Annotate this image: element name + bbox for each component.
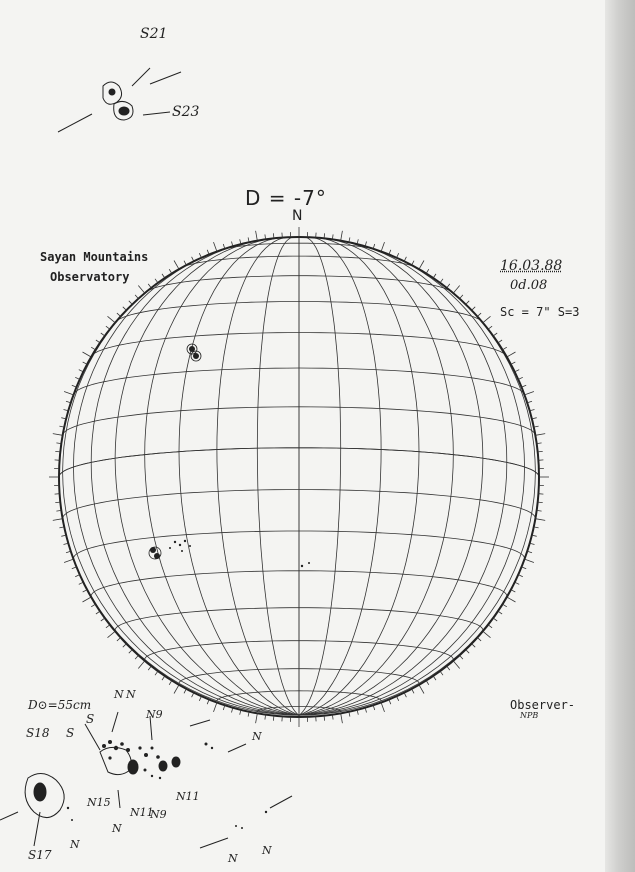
limb-tick [419, 261, 424, 270]
grid-line [257, 237, 299, 715]
grid-line [299, 240, 483, 715]
spot-label-s: S [66, 726, 75, 740]
limb-tick [138, 286, 144, 294]
spot-label-n: N [252, 730, 262, 743]
limb-tick [419, 685, 424, 694]
limb-tick [64, 559, 73, 562]
spot-label-n15: N15 [87, 796, 111, 809]
spot-group-center [301, 562, 310, 567]
detail-sketch-lower-dots [67, 740, 267, 829]
limb-tick [324, 233, 325, 238]
limb-tick [460, 655, 463, 659]
limb-tick [53, 519, 63, 521]
limb-tick [535, 434, 545, 436]
observation-date: 16.03.88 [500, 258, 563, 274]
limb-tick [493, 333, 497, 336]
limb-tick [498, 340, 502, 343]
limb-tick [493, 618, 497, 621]
observation-time: 0d.08 [510, 278, 548, 293]
limb-tick [488, 326, 492, 329]
limb-tick [503, 604, 507, 607]
limb-tick [433, 274, 436, 278]
limb-tick [498, 611, 502, 614]
limb-tick [155, 279, 158, 283]
grid-line [179, 238, 299, 715]
limb-tick [535, 519, 545, 521]
limb-tick [518, 575, 523, 577]
limb-tick [79, 582, 84, 584]
limb-tick [96, 611, 100, 614]
limb-tick [466, 650, 470, 654]
limb-tick [381, 703, 384, 712]
spot-label-n: N [114, 688, 124, 701]
heliographic-grid [59, 237, 539, 717]
limb-tick [135, 655, 138, 659]
limb-tick [192, 693, 194, 698]
limb-tick [404, 693, 406, 698]
limb-tick [83, 362, 87, 364]
limb-tick [148, 284, 151, 288]
limb-tick [256, 713, 258, 723]
limb-tick [412, 689, 414, 693]
limb-tick [199, 253, 201, 258]
limb-tick [538, 451, 543, 452]
limb-tick [91, 347, 95, 350]
limb-tick [83, 590, 87, 592]
limb-tick [341, 231, 343, 241]
limb-tick [117, 313, 121, 316]
limb-tick [199, 696, 201, 701]
limb-tick [53, 434, 63, 436]
spot-label-s: S [86, 712, 95, 726]
spot-label-s23: S23 [172, 104, 200, 120]
disk-diameter: D⊙=55cm [28, 698, 92, 712]
grid-line [299, 251, 525, 715]
limb-tick [273, 716, 274, 721]
limb-tick [83, 597, 92, 602]
spot-label-n11: N11 [176, 790, 200, 803]
spot-label-n: N [126, 688, 136, 701]
observer-label: Observer- [510, 698, 576, 712]
limb-tick [108, 631, 116, 637]
limb-tick [135, 295, 138, 299]
spot-label-n9: N9 [146, 708, 163, 721]
spot-label-s17: S17 [28, 848, 52, 862]
grid-line [299, 237, 341, 715]
limb-tick [503, 347, 507, 350]
limb-tick [447, 284, 450, 288]
limb-tick [184, 261, 186, 265]
limb-tick [426, 681, 429, 685]
limb-tick [106, 625, 110, 628]
limb-tick [138, 661, 144, 669]
limb-tick [55, 502, 60, 503]
limb-tick [129, 650, 133, 654]
limb-tick [123, 644, 127, 648]
limb-tick [472, 307, 476, 311]
limb-tick [184, 689, 186, 693]
limb-tick [79, 370, 84, 372]
limb-tick [525, 392, 534, 395]
limb-tick [155, 671, 158, 675]
limb-tick [214, 703, 217, 712]
limb-tick [397, 253, 399, 258]
limb-tick [192, 257, 194, 262]
spot-label-s21: S21 [140, 26, 168, 42]
limb-tick [341, 713, 343, 723]
limb-tick [397, 696, 399, 701]
limb-tick [477, 313, 481, 316]
limb-tick [162, 274, 165, 278]
limb-tick [453, 661, 459, 669]
limb-tick [273, 233, 274, 238]
limb-tick [483, 631, 491, 637]
limb-tick [472, 644, 476, 648]
limb-tick [64, 392, 73, 395]
limb-tick [515, 582, 520, 584]
limb-tick [511, 362, 515, 364]
spot-label-n9: N9 [150, 808, 167, 821]
limb-tick [477, 638, 481, 641]
limb-tick [162, 676, 165, 680]
limb-tick [174, 261, 179, 270]
limb-tick [169, 269, 172, 273]
observatory-name-line2: Observatory [50, 270, 130, 284]
spot-label-n: N [262, 844, 272, 857]
limb-tick [453, 286, 459, 294]
limb-tick [148, 666, 151, 670]
limb-tick [75, 377, 80, 379]
limb-tick [101, 333, 105, 336]
spot-label-n: N [70, 838, 80, 851]
limb-tick [106, 326, 110, 329]
spot-label-n: N [112, 822, 122, 835]
limb-tick [96, 340, 100, 343]
limb-tick [412, 261, 414, 265]
limb-tick [117, 638, 121, 641]
grid-line [74, 251, 300, 715]
limb-tick [433, 676, 436, 680]
limb-tick [426, 269, 429, 273]
limb-tick [123, 307, 127, 311]
limb-tick [440, 671, 443, 675]
limb-tick [525, 559, 534, 562]
limb-tick [515, 370, 520, 372]
limb-tick [169, 681, 172, 685]
limb-tick [404, 257, 406, 262]
spot-label-n: N [228, 852, 238, 865]
limb-tick [129, 301, 133, 305]
limb-tick [324, 716, 325, 721]
spot-label-n11: N11 [130, 806, 154, 819]
north-marker: N [292, 208, 303, 224]
limb-tick [75, 575, 80, 577]
limb-tick [55, 451, 60, 452]
limb-tick [538, 502, 543, 503]
limb-tick [83, 352, 92, 357]
limb-tick [108, 316, 116, 322]
limb-tick [447, 666, 450, 670]
page-title: D = -7° [245, 186, 327, 210]
limb-tick [460, 295, 463, 299]
limb-tick [488, 625, 492, 628]
limb-tick [466, 301, 470, 305]
limb-tick [518, 377, 523, 379]
observer-initials: NPB [520, 711, 539, 720]
seeing-conditions: Sc = 7" S=3 [500, 305, 580, 319]
limb-tick [507, 597, 516, 602]
limb-tick [174, 685, 179, 694]
limb-tick [381, 242, 384, 251]
spot-label-s18: S18 [26, 726, 50, 740]
limb-tick [101, 618, 105, 621]
limb-tick [507, 352, 516, 357]
limb-tick [511, 590, 515, 592]
limb-tick [440, 279, 443, 283]
limb-tick [214, 242, 217, 251]
limb-tick [91, 604, 95, 607]
limb-tick [256, 231, 258, 241]
grid-line [299, 238, 419, 715]
grid-line [115, 240, 299, 715]
observatory-name: Sayan Mountains [40, 250, 149, 264]
limb-tick [483, 316, 491, 322]
detail-sketch-s21-s23 [58, 68, 181, 132]
